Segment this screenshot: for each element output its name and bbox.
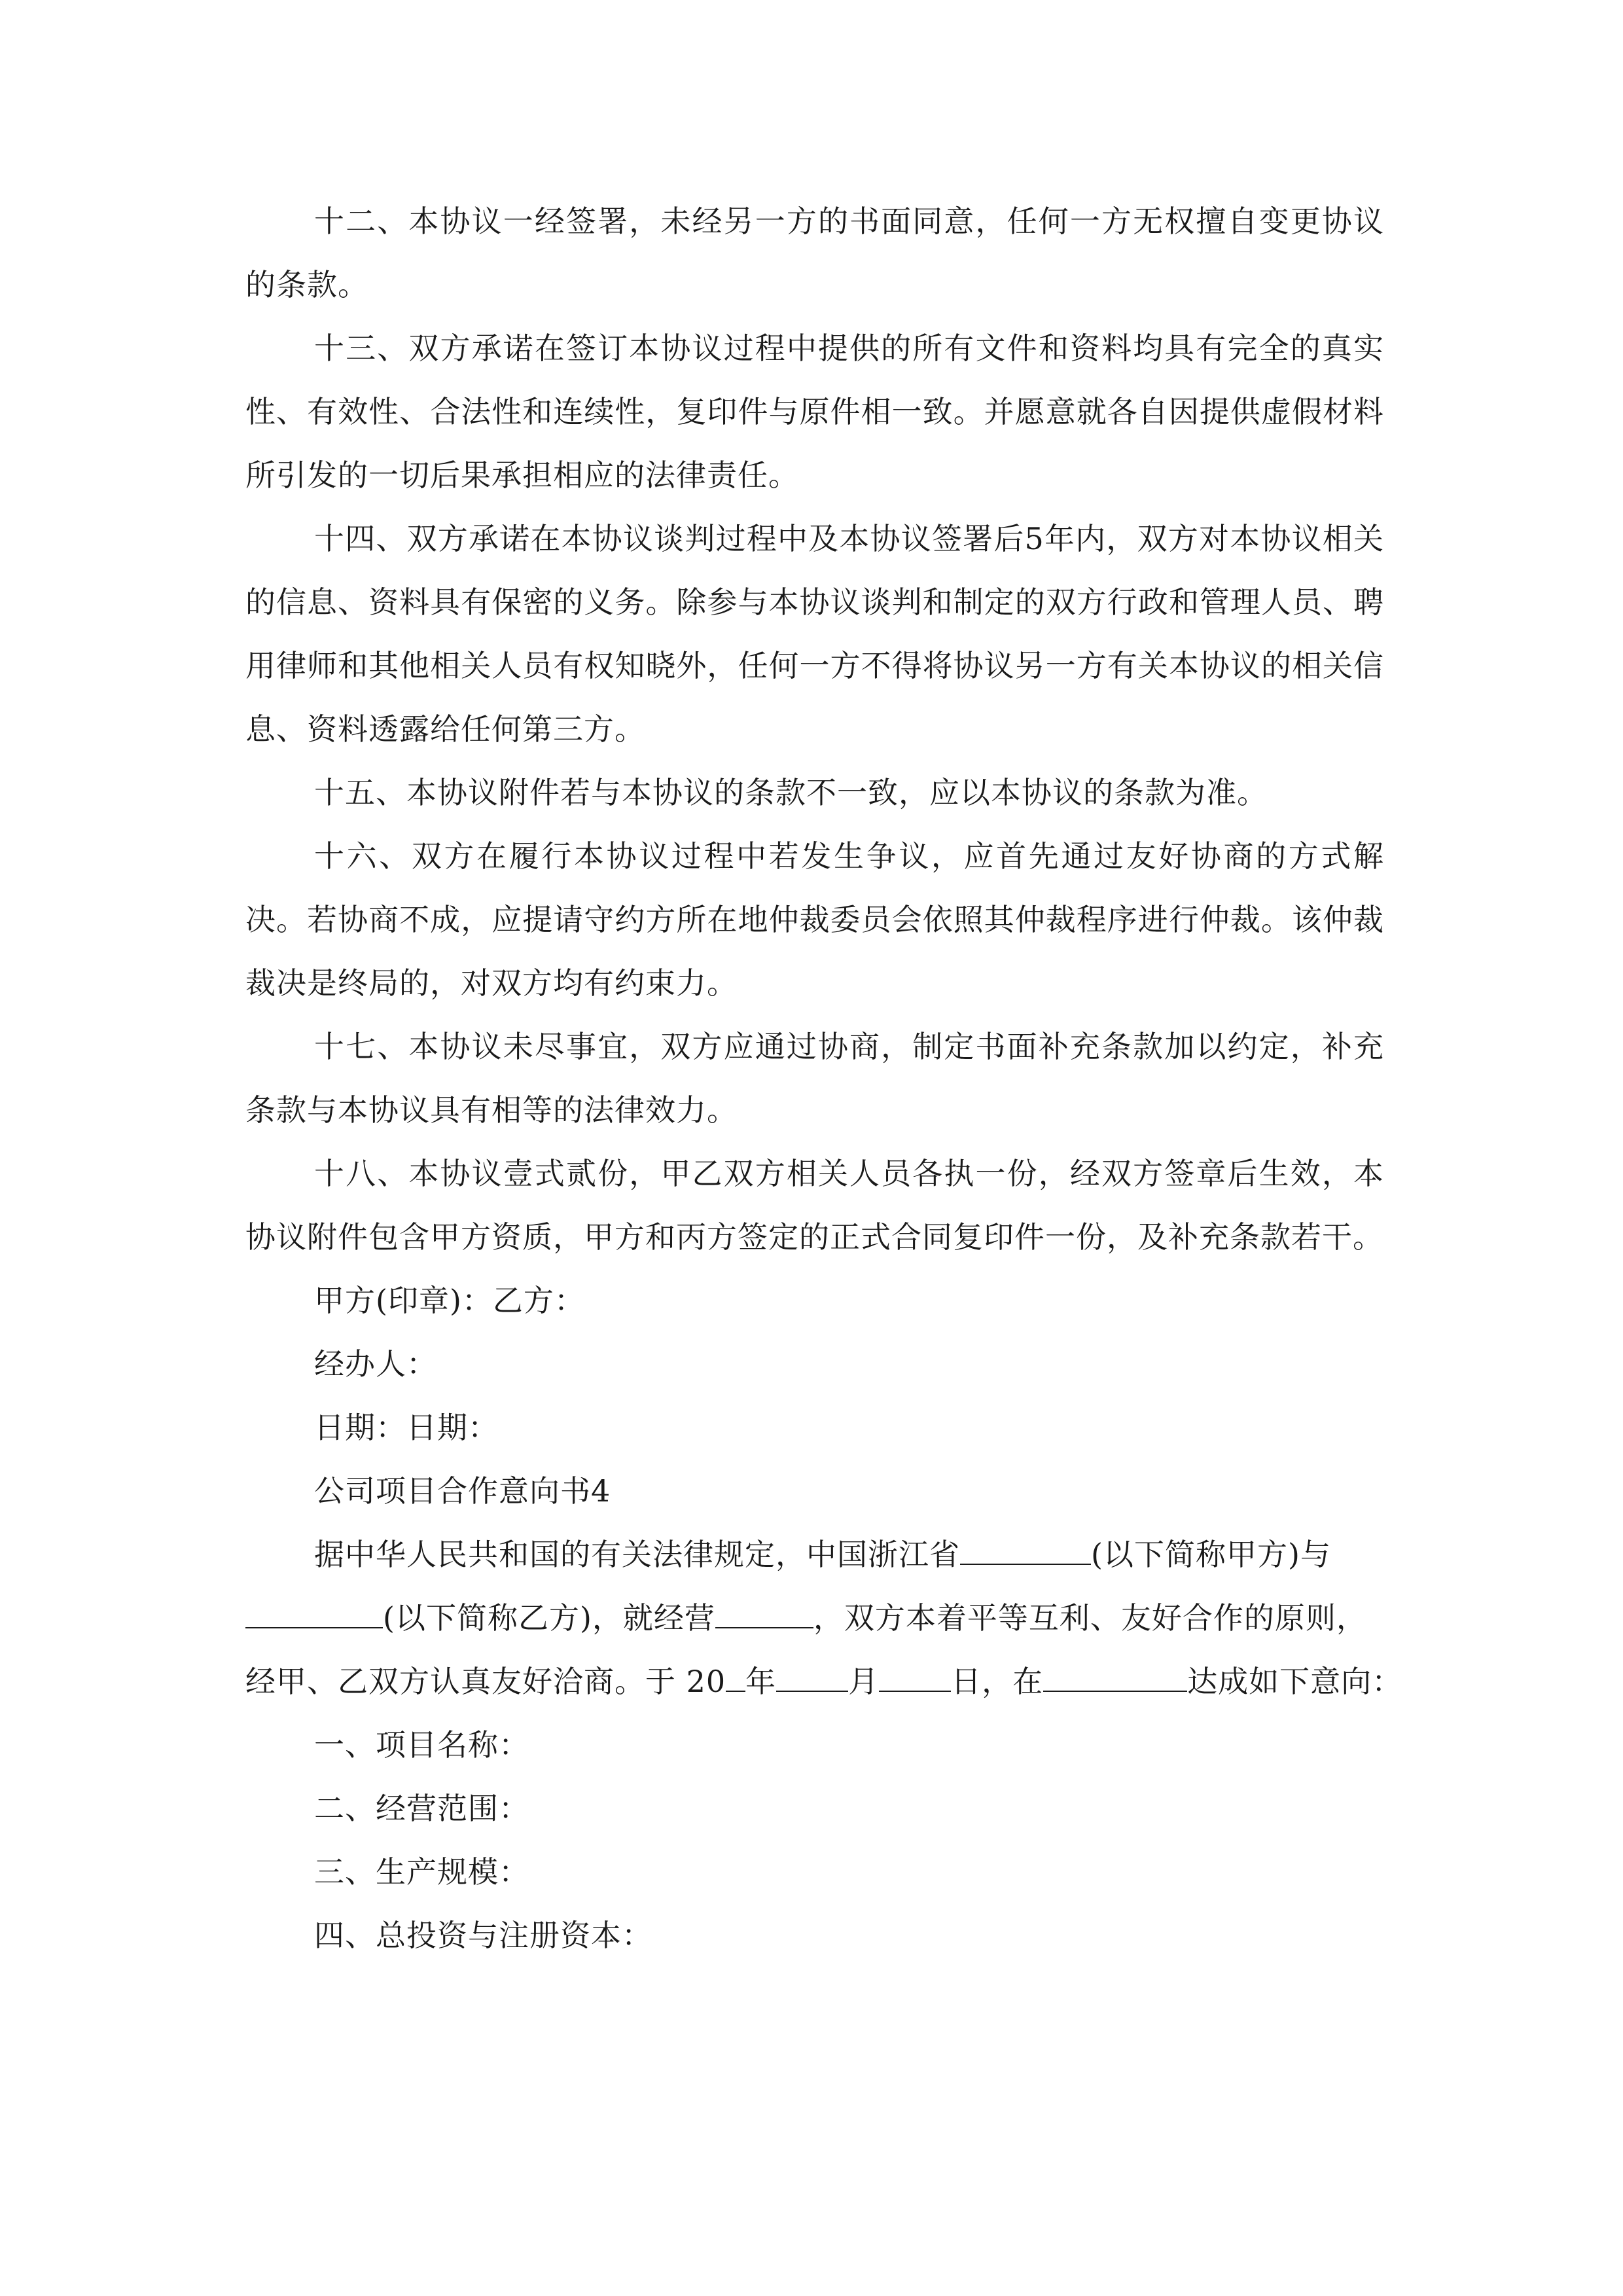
- intro-text-5: 经甲、乙双方认真友好洽商。于 20: [245, 1664, 726, 1699]
- business-blank: [715, 1601, 813, 1628]
- intro-text-6: 年: [745, 1664, 777, 1699]
- clause-13: 十三、双方承诺在签订本协议过程中提供的所有文件和资料均具有完全的真实性、有效性、合法性和连续性，复印件与原件相一致。并愿意就各自因提供虚假材料所引发的一切后果承担相应的法律责任。: [245, 331, 1384, 493]
- intro-line-3: [245, 1650, 1403, 1713]
- month-blank: [776, 1664, 848, 1692]
- item-project-name: 一、项目名称：: [314, 1727, 529, 1763]
- clause-12: 十二、本协议一经签署，未经另一方的书面同意，任何一方无权擅自变更协议的条款。: [245, 204, 1384, 302]
- intro-text-4: ，双方本着平等互利、友好合作的原则，: [813, 1600, 1367, 1636]
- document-page: [245, 190, 1403, 1967]
- section-title: 公司项目合作意向书4: [314, 1473, 611, 1509]
- signature-agent-line: 经办人：: [314, 1346, 437, 1382]
- intro-text-9: 达成如下意向：: [1187, 1664, 1403, 1699]
- clause-16: 十六、双方在履行本协议过程中若发生争议，应首先通过友好协商的方式解决。若协商不成，应提请守约方所在地仲裁委员会依照其仲裁程序进行仲裁。该仲裁裁决是终局的，对双方均有约束力。: [245, 838, 1384, 1001]
- clause-17: 十七、本协议未尽事宜，双方应通过协商，制定书面补充条款加以约定，补充条款与本协议具有相等的法律效力。: [245, 1029, 1384, 1128]
- item-business-scope: 二、经营范围：: [314, 1791, 529, 1826]
- intro-text-3: (以下简称乙方)，就经营: [383, 1600, 715, 1636]
- intro-text-7: 月: [848, 1664, 880, 1699]
- party-b-blank: [245, 1601, 383, 1628]
- signature-party-line: 甲方(印章)：乙方：: [314, 1283, 585, 1318]
- clause-18: 十八、本协议壹式贰份，甲乙双方相关人员各执一份，经双方签章后生效，本协议附件包含甲方资质，甲方和丙方签定的正式合同复印件一份，及补充条款若干。: [245, 1156, 1384, 1255]
- year-blank: [726, 1664, 745, 1692]
- day-blank: [879, 1664, 951, 1692]
- item-investment-capital: 四、总投资与注册资本：: [314, 1918, 652, 1953]
- intro-text-2: (以下简称甲方)与: [1091, 1537, 1331, 1572]
- province-blank: [960, 1537, 1091, 1565]
- location-blank: [1043, 1664, 1187, 1692]
- intro-text-8: 日，在: [951, 1664, 1044, 1699]
- item-production-scale: 三、生产规模：: [314, 1854, 529, 1890]
- clause-15: 十五、本协议附件若与本协议的条款不一致，应以本协议的条款为准。: [314, 775, 1268, 810]
- intro-line-1: [245, 1523, 1384, 1587]
- clause-14: 十四、双方承诺在本协议谈判过程中及本协议签署后5年内，双方对本协议相关的信息、资料具有保密的义务。除参与本协议谈判和制定的双方行政和管理人员、聘用律师和其他相关人员有权知晓外，任何一方不得将协议另一方有关本协议的相关信息、资料透露给任何第三方。: [245, 521, 1384, 747]
- signature-date-line: 日期：日期：: [314, 1410, 499, 1445]
- intro-text-1: 据中华人民共和国的有关法律规定，中国浙江省: [314, 1537, 960, 1572]
- intro-line-2: [245, 1587, 1384, 1650]
